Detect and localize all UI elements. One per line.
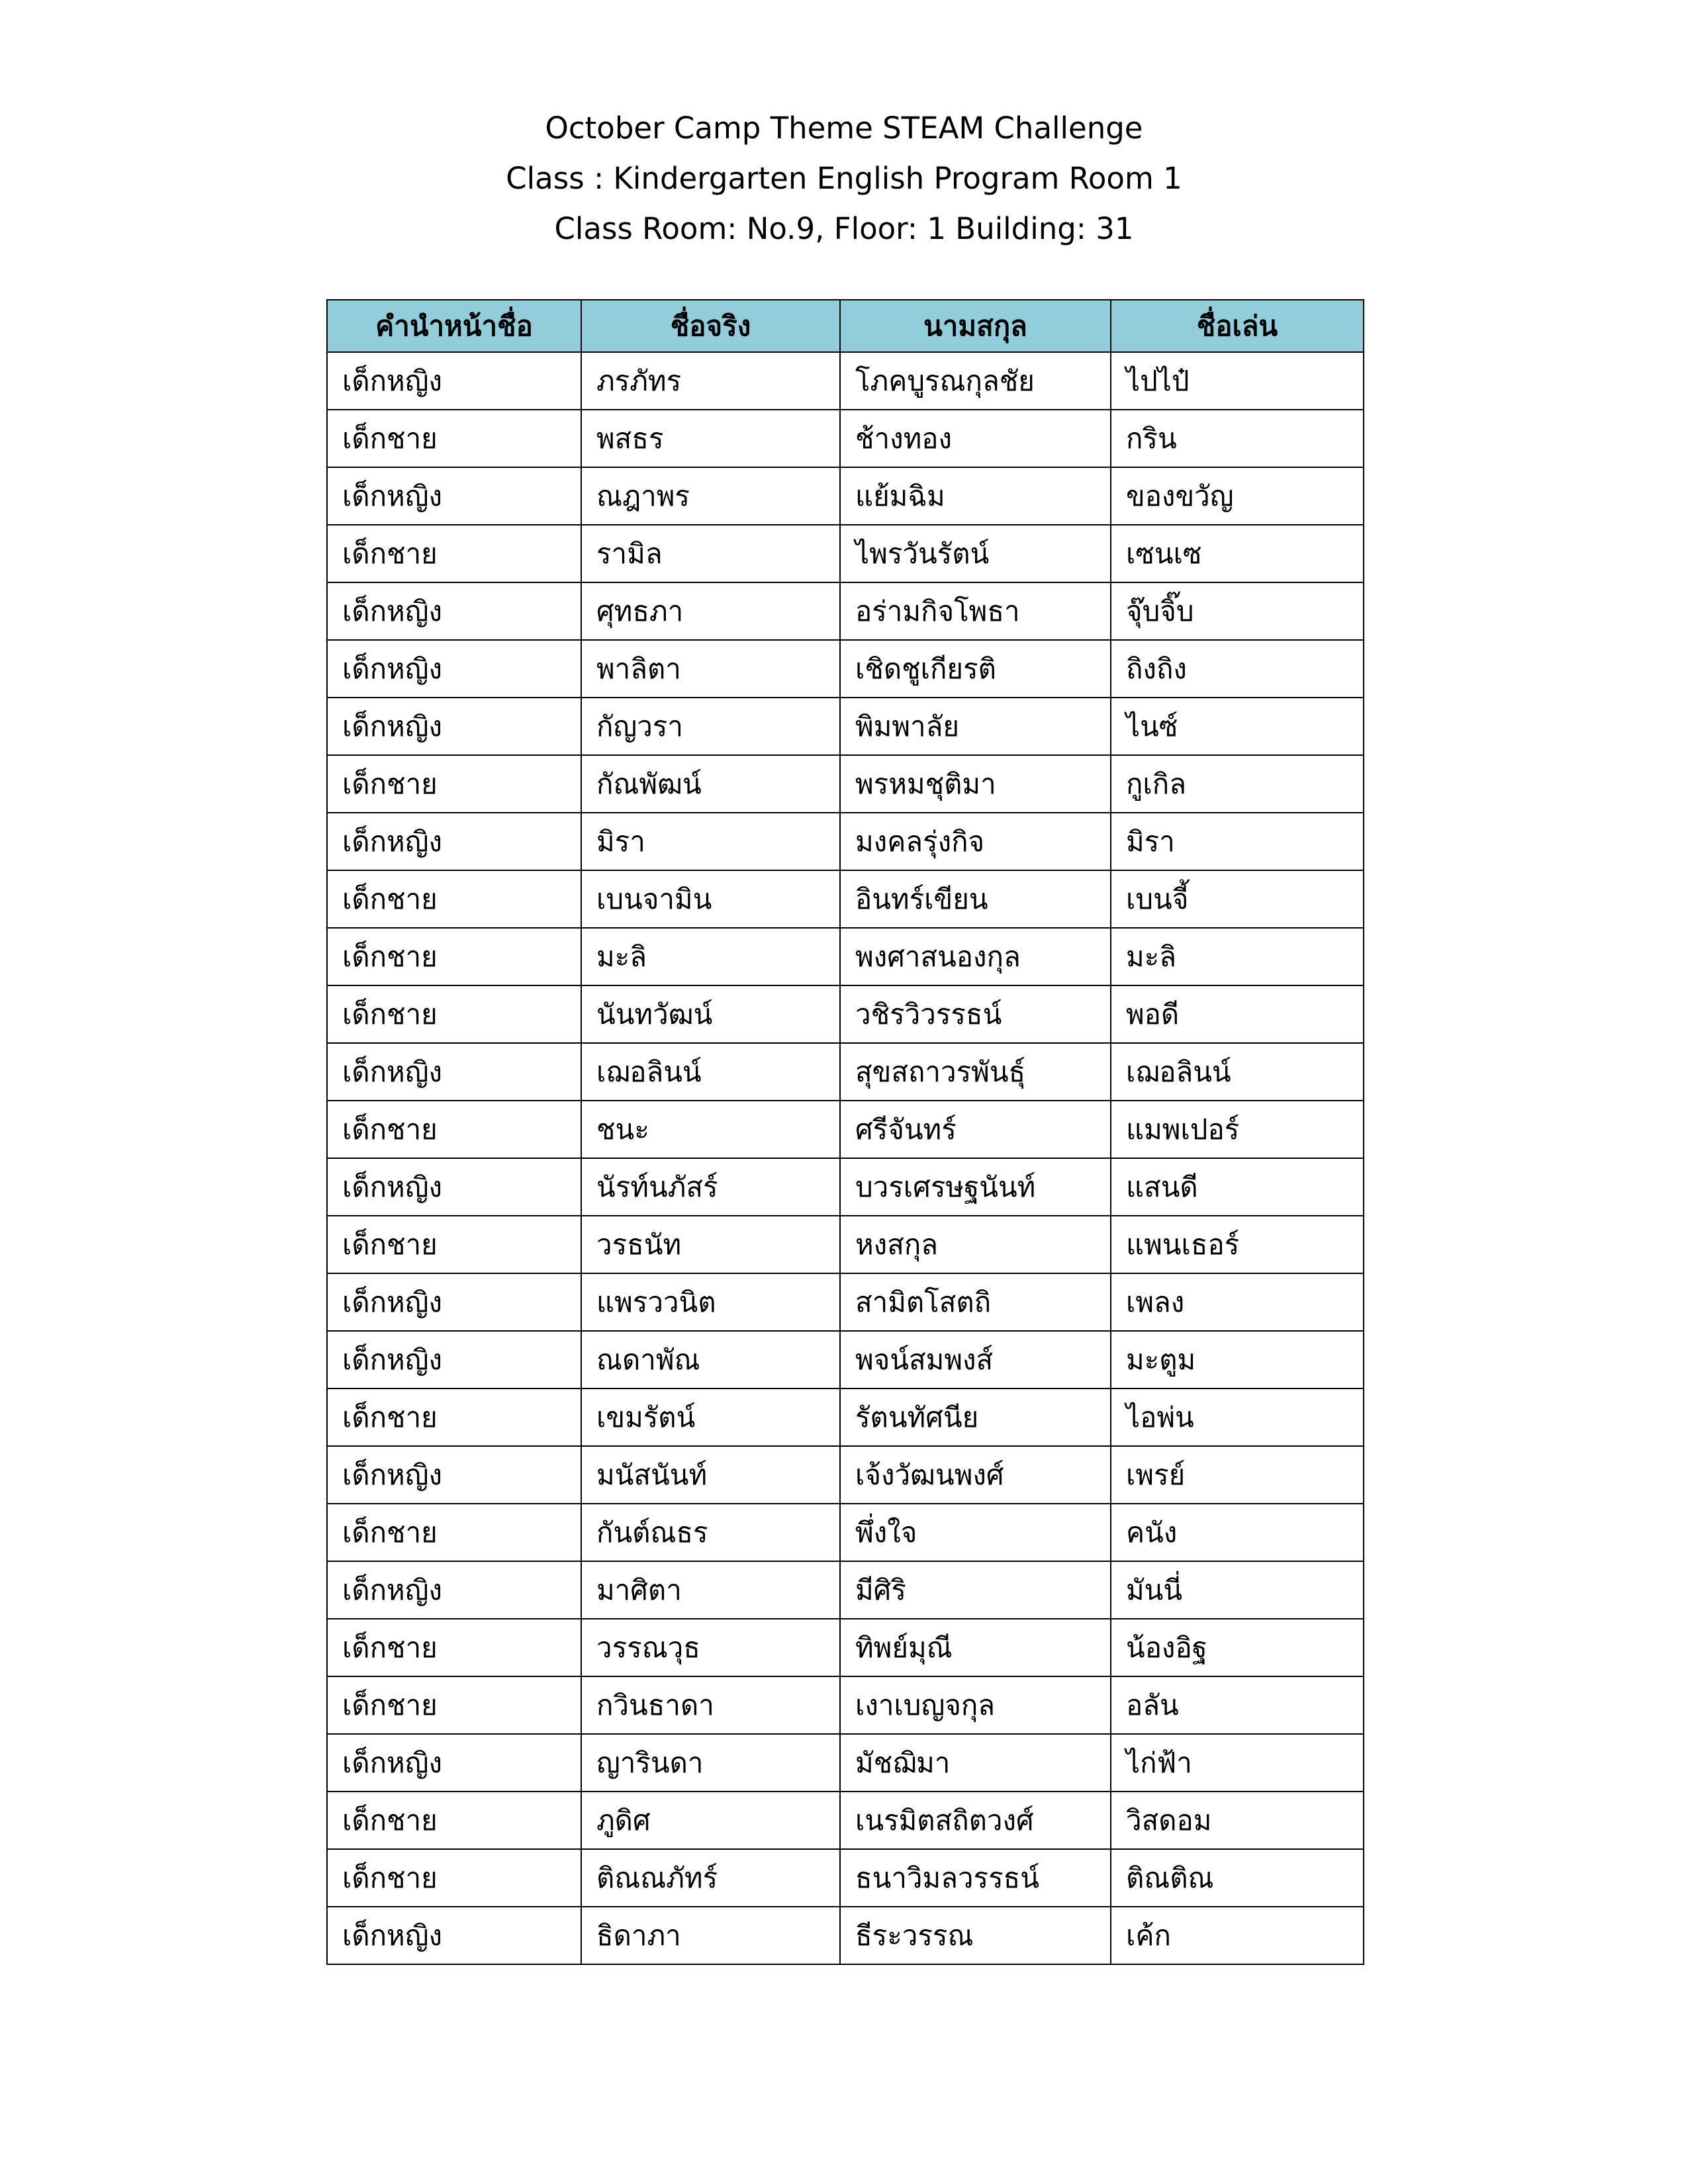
table-row: [327, 582, 1364, 640]
table-row: [327, 1792, 1364, 1849]
cell-nickname: ไปไป๋: [1111, 352, 1364, 410]
cell-last-name: สามิตโสตถิ: [840, 1273, 1111, 1331]
table-row: [327, 1676, 1364, 1734]
cell-nickname: มันนี่: [1111, 1561, 1364, 1619]
cell-first-name: ติณณภัทร์: [581, 1849, 840, 1907]
document-title: October Camp Theme STEAM Challenge: [545, 111, 1143, 146]
cell-nickname: ไอพ่น: [1111, 1388, 1364, 1446]
table-row: [327, 813, 1364, 870]
cell-prefix: เด็กชาย: [327, 1792, 581, 1849]
cell-first-name: ณดาพัณ: [581, 1331, 840, 1388]
cell-first-name: พาลิตา: [581, 640, 840, 698]
cell-last-name: มีศิริ: [840, 1561, 1111, 1619]
cell-last-name: พงศาสนองกุล: [840, 928, 1111, 985]
cell-first-name: รามิล: [581, 525, 840, 582]
cell-first-name: ณฎาพร: [581, 467, 840, 525]
cell-last-name: ศรีจันทร์: [840, 1101, 1111, 1158]
table-row: [327, 352, 1364, 410]
column-header-prefix: คำนำหน้าชื่อ: [327, 300, 581, 352]
cell-first-name: นัรท์นภัสร์: [581, 1158, 840, 1216]
cell-first-name: มาศิตา: [581, 1561, 840, 1619]
column-header-first-name: ชื่อจริง: [581, 300, 840, 352]
class-line: Class : Kindergarten English Program Room 1: [506, 161, 1182, 196]
cell-nickname: วิสดอม: [1111, 1792, 1364, 1849]
cell-prefix: เด็กชาย: [327, 1619, 581, 1676]
cell-nickname: ติณติณ: [1111, 1849, 1364, 1907]
table-row: [327, 640, 1364, 698]
cell-last-name: มัชฌิมา: [840, 1734, 1111, 1792]
cell-prefix: เด็กหญิง: [327, 640, 581, 698]
cell-last-name: วชิรวิวรรธน์: [840, 985, 1111, 1043]
table-row: [327, 870, 1364, 928]
cell-last-name: พิมพาลัย: [840, 698, 1111, 755]
cell-first-name: นันทวัฒน์: [581, 985, 840, 1043]
cell-first-name: ญารินดา: [581, 1734, 840, 1792]
cell-first-name: เฌอลินน์: [581, 1043, 840, 1101]
cell-last-name: ช้างทอง: [840, 410, 1111, 467]
cell-prefix: เด็กหญิง: [327, 1446, 581, 1504]
table-row: [327, 1504, 1364, 1561]
table-row: [327, 1273, 1364, 1331]
cell-last-name: โภคบูรณกุลชัย: [840, 352, 1111, 410]
table-row: [327, 985, 1364, 1043]
cell-last-name: ทิพย์มุณี: [840, 1619, 1111, 1676]
cell-nickname: ไก่ฟ้า: [1111, 1734, 1364, 1792]
table-header-row: [327, 300, 1364, 352]
cell-first-name: กัญวรา: [581, 698, 840, 755]
cell-first-name: มิรา: [581, 813, 840, 870]
cell-last-name: มงคลรุ่งกิจ: [840, 813, 1111, 870]
table-row: [327, 1619, 1364, 1676]
cell-prefix: เด็กหญิง: [327, 1331, 581, 1388]
document-header: [0, 103, 1688, 254]
cell-prefix: เด็กชาย: [327, 525, 581, 582]
cell-last-name: รัตนทัศนีย: [840, 1388, 1111, 1446]
table-row: [327, 410, 1364, 467]
cell-first-name: พสธร: [581, 410, 840, 467]
cell-first-name: มะลิ: [581, 928, 840, 985]
cell-last-name: สุขสถาวรพันธุ์: [840, 1043, 1111, 1101]
cell-last-name: ไพรวันรัตน์: [840, 525, 1111, 582]
cell-last-name: ธนาวิมลวรรธน์: [840, 1849, 1111, 1907]
cell-first-name: ชนะ: [581, 1101, 840, 1158]
cell-prefix: เด็กชาย: [327, 1849, 581, 1907]
cell-nickname: พอดี: [1111, 985, 1364, 1043]
cell-nickname: เพลง: [1111, 1273, 1364, 1331]
table-row: [327, 1849, 1364, 1907]
table-row: [327, 698, 1364, 755]
table-row: [327, 755, 1364, 813]
cell-nickname: จุ๊บจิ๊บ: [1111, 582, 1364, 640]
cell-prefix: เด็กชาย: [327, 1216, 581, 1273]
cell-nickname: ไนซ์: [1111, 698, 1364, 755]
cell-last-name: พจน์สมพงส์: [840, 1331, 1111, 1388]
cell-first-name: ศุทธภา: [581, 582, 840, 640]
table-row: [327, 1216, 1364, 1273]
cell-prefix: เด็กชาย: [327, 1101, 581, 1158]
cell-last-name: เงาเบญจกุล: [840, 1676, 1111, 1734]
cell-nickname: คนัง: [1111, 1504, 1364, 1561]
cell-nickname: กูเกิล: [1111, 755, 1364, 813]
cell-prefix: เด็กชาย: [327, 870, 581, 928]
cell-prefix: เด็กหญิง: [327, 1561, 581, 1619]
student-roster-table: [326, 299, 1364, 1965]
cell-nickname: น้องอิฐ: [1111, 1619, 1364, 1676]
cell-last-name: พรหมชุติมา: [840, 755, 1111, 813]
table-body: [327, 352, 1364, 1964]
cell-prefix: เด็กชาย: [327, 1388, 581, 1446]
cell-last-name: อร่ามกิจโพธา: [840, 582, 1111, 640]
cell-nickname: แสนดี: [1111, 1158, 1364, 1216]
cell-prefix: เด็กหญิง: [327, 1043, 581, 1101]
cell-nickname: เซนเซ: [1111, 525, 1364, 582]
cell-nickname: ของขวัญ: [1111, 467, 1364, 525]
cell-prefix: เด็กชาย: [327, 928, 581, 985]
cell-prefix: เด็กหญิง: [327, 698, 581, 755]
cell-prefix: เด็กชาย: [327, 1504, 581, 1561]
table-row: [327, 1043, 1364, 1101]
column-header-nickname: ชื่อเล่น: [1111, 300, 1364, 352]
cell-prefix: เด็กหญิง: [327, 1734, 581, 1792]
cell-last-name: บวรเศรษฐนันท์: [840, 1158, 1111, 1216]
cell-first-name: กันต์ณธร: [581, 1504, 840, 1561]
cell-nickname: กริน: [1111, 410, 1364, 467]
cell-prefix: เด็กชาย: [327, 1676, 581, 1734]
cell-nickname: อลัน: [1111, 1676, 1364, 1734]
cell-last-name: แย้มฉิม: [840, 467, 1111, 525]
cell-first-name: กัณพัฒน์: [581, 755, 840, 813]
cell-nickname: เฌอลินน์: [1111, 1043, 1364, 1101]
table-row: [327, 525, 1364, 582]
cell-nickname: เพรย์: [1111, 1446, 1364, 1504]
cell-prefix: เด็กชาย: [327, 755, 581, 813]
cell-first-name: กวินธาดา: [581, 1676, 840, 1734]
cell-prefix: เด็กหญิง: [327, 467, 581, 525]
cell-last-name: เชิดชูเกียรติ: [840, 640, 1111, 698]
table-row: [327, 1158, 1364, 1216]
cell-first-name: ภูดิศ: [581, 1792, 840, 1849]
cell-prefix: เด็กหญิง: [327, 1907, 581, 1964]
table-row: [327, 1907, 1364, 1964]
cell-last-name: ธีระวรรณ: [840, 1907, 1111, 1964]
room-line: Class Room: No.9, Floor: 1 Building: 31: [554, 211, 1134, 246]
cell-last-name: อินทร์เขียน: [840, 870, 1111, 928]
cell-prefix: เด็กชาย: [327, 410, 581, 467]
cell-prefix: เด็กหญิง: [327, 813, 581, 870]
table-row: [327, 1101, 1364, 1158]
cell-last-name: พึ่งใจ: [840, 1504, 1111, 1561]
cell-prefix: เด็กหญิง: [327, 582, 581, 640]
cell-first-name: วรรณวุธ: [581, 1619, 840, 1676]
table-row: [327, 1734, 1364, 1792]
cell-nickname: มะตูม: [1111, 1331, 1364, 1388]
cell-first-name: เขมรัตน์: [581, 1388, 840, 1446]
table-row: [327, 1388, 1364, 1446]
cell-prefix: เด็กหญิง: [327, 352, 581, 410]
cell-first-name: เบนจามิน: [581, 870, 840, 928]
cell-last-name: เจ้งวัฒนพงศ์: [840, 1446, 1111, 1504]
cell-nickname: เบนจี้: [1111, 870, 1364, 928]
table-row: [327, 1561, 1364, 1619]
table-row: [327, 467, 1364, 525]
cell-nickname: ถิงถิง: [1111, 640, 1364, 698]
cell-first-name: ภรภัทร: [581, 352, 840, 410]
cell-nickname: มิรา: [1111, 813, 1364, 870]
cell-prefix: เด็กหญิง: [327, 1158, 581, 1216]
cell-nickname: มะลิ: [1111, 928, 1364, 985]
cell-prefix: เด็กหญิง: [327, 1273, 581, 1331]
cell-first-name: วรธนัท: [581, 1216, 840, 1273]
table-row: [327, 1331, 1364, 1388]
column-header-last-name: นามสกุล: [840, 300, 1111, 352]
cell-last-name: หงสกุล: [840, 1216, 1111, 1273]
cell-first-name: แพรววนิต: [581, 1273, 840, 1331]
cell-nickname: แมพเปอร์: [1111, 1101, 1364, 1158]
cell-nickname: เค้ก: [1111, 1907, 1364, 1964]
table-row: [327, 928, 1364, 985]
cell-prefix: เด็กชาย: [327, 985, 581, 1043]
table-row: [327, 1446, 1364, 1504]
cell-nickname: แพนเธอร์: [1111, 1216, 1364, 1273]
cell-first-name: มนัสนันท์: [581, 1446, 840, 1504]
cell-first-name: ธิดาภา: [581, 1907, 840, 1964]
cell-last-name: เนรมิตสถิตวงศ์: [840, 1792, 1111, 1849]
